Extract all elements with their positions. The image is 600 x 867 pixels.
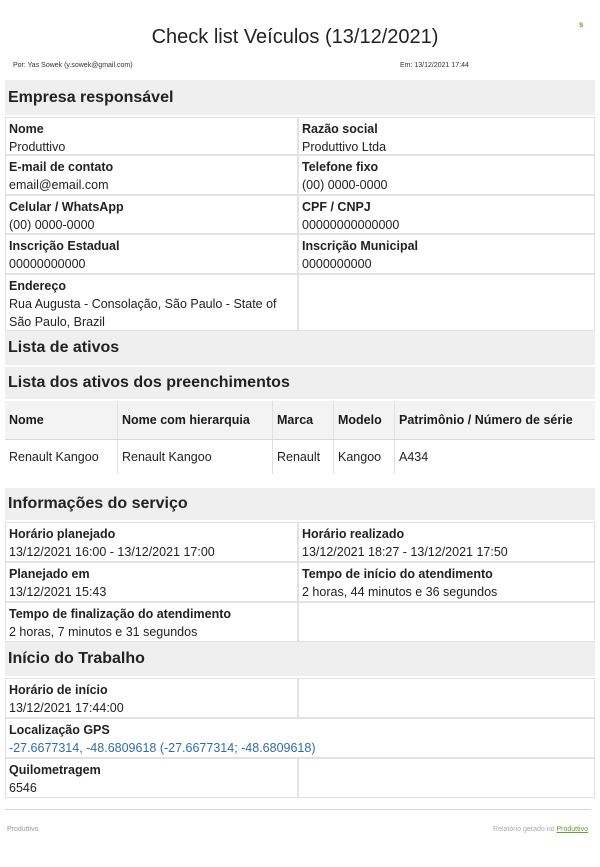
table-row — [5, 440, 595, 475]
assets-table — [5, 401, 595, 474]
column-header: Patrimônio / Número de série — [395, 401, 596, 440]
brand-logo: s — [579, 20, 584, 29]
column-header: Modelo — [334, 401, 395, 440]
footer-brand: Produttivo — [7, 826, 39, 833]
field-label: Razão social — [302, 122, 378, 136]
field-value: 13/12/2021 17:44:00 — [9, 701, 124, 715]
empty-cell — [298, 678, 595, 718]
field-value: Rua Augusta - Consolação, São Paulo - State of São Paulo, Brazil — [9, 297, 277, 329]
field-label: Tempo de finalização do atendimento — [9, 607, 232, 621]
field-telefone — [298, 155, 595, 195]
field-value: 13/12/2021 18:27 - 13/12/2021 17:50 — [302, 545, 508, 559]
author-info: Por: Yas Sowek (y.sowek@gmail.com) — [13, 62, 133, 69]
field-horario-planejado — [5, 522, 298, 562]
table-header-row — [5, 401, 595, 440]
field-localizacao-gps — [5, 718, 595, 758]
service-grid — [5, 522, 595, 642]
field-quilometragem — [5, 758, 298, 798]
footer-generated-text: Relatório gerado no — [493, 826, 555, 833]
report-date: Em: 13/12/2021 17:44 — [400, 62, 469, 69]
field-name — [5, 117, 298, 155]
section-assets-heading: Lista de ativos — [5, 331, 595, 367]
field-email — [5, 155, 298, 195]
field-label: Inscrição Municipal — [302, 239, 419, 253]
field-label: Horário realizado — [302, 527, 405, 541]
field-value: 00000000000000 — [302, 218, 400, 232]
field-label: Celular / WhatsApp — [9, 200, 124, 214]
table-cell: Renault — [273, 440, 334, 475]
field-tempo-finalizacao — [5, 602, 298, 642]
section-assets-subheading: Lista dos ativos dos preenchimentos — [5, 367, 595, 401]
table-cell: Renault Kangoo — [5, 440, 118, 475]
field-horario-inicio — [5, 678, 298, 718]
field-celular — [5, 195, 298, 234]
field-horario-realizado — [298, 522, 595, 562]
field-inscricao-municipal — [298, 234, 595, 274]
field-label: E-mail de contato — [9, 160, 114, 174]
field-label: CPF / CNPJ — [302, 200, 371, 214]
field-label: Tempo de início do atendimento — [302, 567, 493, 581]
column-header: Nome com hierarquia — [118, 401, 273, 440]
field-label: Telefone fixo — [302, 160, 379, 174]
field-value: 13/12/2021 15:43 — [9, 585, 107, 599]
footer-generated — [493, 826, 588, 833]
field-razao-social — [298, 117, 595, 155]
empty-cell — [298, 758, 595, 798]
field-value: email@email.com — [9, 178, 109, 192]
field-label: Localização GPS — [9, 723, 110, 737]
field-tempo-inicio — [298, 562, 595, 602]
field-value: 2 horas, 7 minutos e 31 segundos — [9, 625, 198, 639]
section-company-heading: Empresa responsável — [5, 80, 595, 117]
field-value: (00) 0000-0000 — [9, 218, 95, 232]
start-grid — [5, 678, 595, 798]
field-label: Endereço — [9, 279, 66, 293]
field-value: 13/12/2021 16:00 - 13/12/2021 17:00 — [9, 545, 215, 559]
page-title: Check list Veículos (13/12/2021) — [151, 26, 439, 48]
field-value: 0000000000 — [302, 257, 372, 271]
field-label: Quilometragem — [9, 763, 101, 777]
field-value: 6546 — [9, 781, 37, 795]
section-service-heading: Informações do serviço — [5, 488, 595, 522]
field-inscricao-estadual — [5, 234, 298, 274]
field-label: Horário de início — [9, 683, 108, 697]
field-planejado-em — [5, 562, 298, 602]
company-grid — [5, 117, 595, 331]
table-cell: A434 — [399, 450, 429, 464]
section-start-heading: Início do Trabalho — [5, 642, 595, 678]
field-value: (00) 0000-0000 — [302, 178, 388, 192]
field-value: Produttivo — [9, 140, 66, 154]
field-label: Horário planejado — [9, 527, 116, 541]
field-label: Nome — [9, 122, 44, 136]
field-value: 2 horas, 44 minutos e 36 segundos — [302, 585, 498, 599]
field-value: 00000000000 — [9, 257, 86, 271]
footer-divider — [5, 809, 591, 810]
table-cell: Kangoo — [334, 440, 395, 475]
footer-produttivo-link[interactable]: Produttivo — [556, 826, 588, 833]
empty-cell — [298, 274, 595, 331]
field-endereco — [5, 274, 298, 331]
empty-cell — [298, 602, 595, 642]
column-header: Marca — [273, 401, 334, 440]
report-content — [5, 80, 595, 798]
field-value: Produttivo Ltda — [302, 140, 387, 154]
field-cpf-cnpj — [298, 195, 595, 234]
spacer — [5, 474, 595, 488]
field-label: Inscrição Estadual — [9, 239, 120, 253]
column-header: Nome — [5, 401, 118, 440]
table-cell: Renault Kangoo — [118, 440, 273, 475]
field-label: Planejado em — [9, 567, 90, 581]
gps-link[interactable]: -27.6677314, -48.6809618 (-27.6677314; -48.6809618) — [9, 741, 316, 755]
